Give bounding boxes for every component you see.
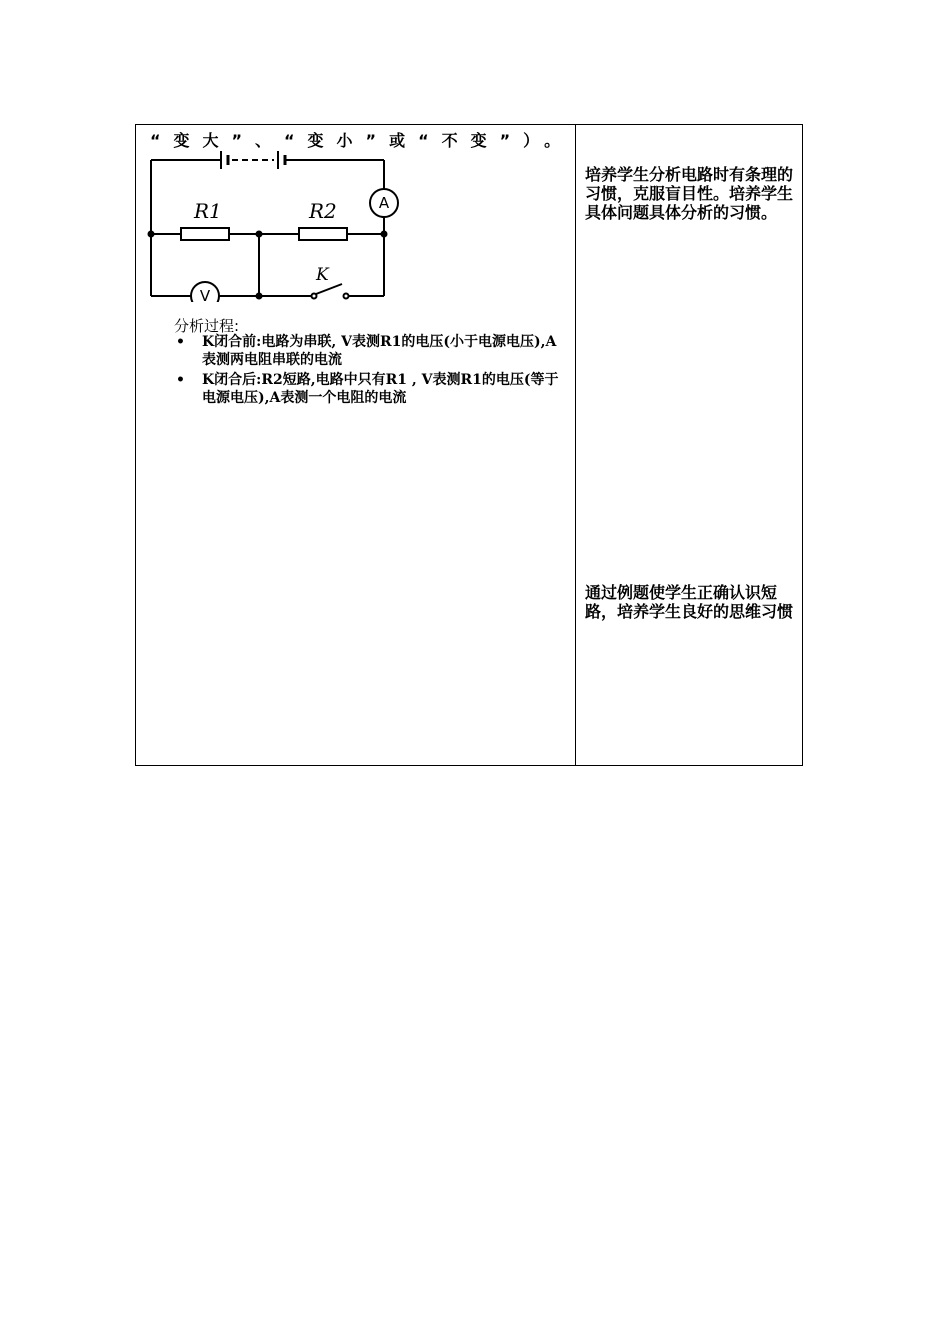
junction-left (148, 231, 155, 238)
junction-center-top (256, 231, 263, 238)
ammeter-label: A (378, 194, 390, 212)
resistor-r2 (299, 228, 347, 240)
list-item (174, 371, 569, 407)
switch-contact-left (312, 294, 317, 299)
junction-right (381, 231, 388, 238)
teaching-note-2: 通过例题使学生正确认识短路，培养学生良好的思维习惯 (585, 583, 794, 621)
resistor-r1 (181, 228, 229, 240)
r2-label: R2 (309, 199, 337, 223)
lesson-table (135, 124, 803, 766)
switch-contact-right (344, 294, 349, 299)
teaching-note-1: 培养学生分析电路时有条理的习惯，克服盲目性。培养学生具体问题具体分析的习惯。 (585, 165, 794, 222)
analysis-list (174, 333, 569, 409)
content-cell (136, 125, 575, 765)
r1-label: R1 (194, 199, 222, 223)
bullet-icon: • (176, 372, 185, 388)
instruction-tail: “变大”、“变小”或“不变”）。 (150, 131, 574, 150)
voltmeter-label: V (199, 287, 211, 302)
bullet-text: K闭合前:电路为串联, V表测R1的电压(小于电源电压),A表测两电阻串联的电流 (202, 334, 557, 368)
list-item (174, 333, 569, 369)
bullet-icon: • (176, 334, 185, 350)
bullet-text: K闭合后:R2短路,电路中只有R1 , V表测R1的电压(等于电源电压),A表测一个电阻的电流 (202, 372, 559, 406)
circuit-diagram (146, 150, 406, 302)
switch-label: K (316, 265, 329, 285)
purpose-cell (576, 125, 802, 765)
junction-center-bottom (256, 293, 263, 300)
switch-blade (316, 284, 342, 294)
analysis-title: 分析过程: (174, 317, 240, 335)
